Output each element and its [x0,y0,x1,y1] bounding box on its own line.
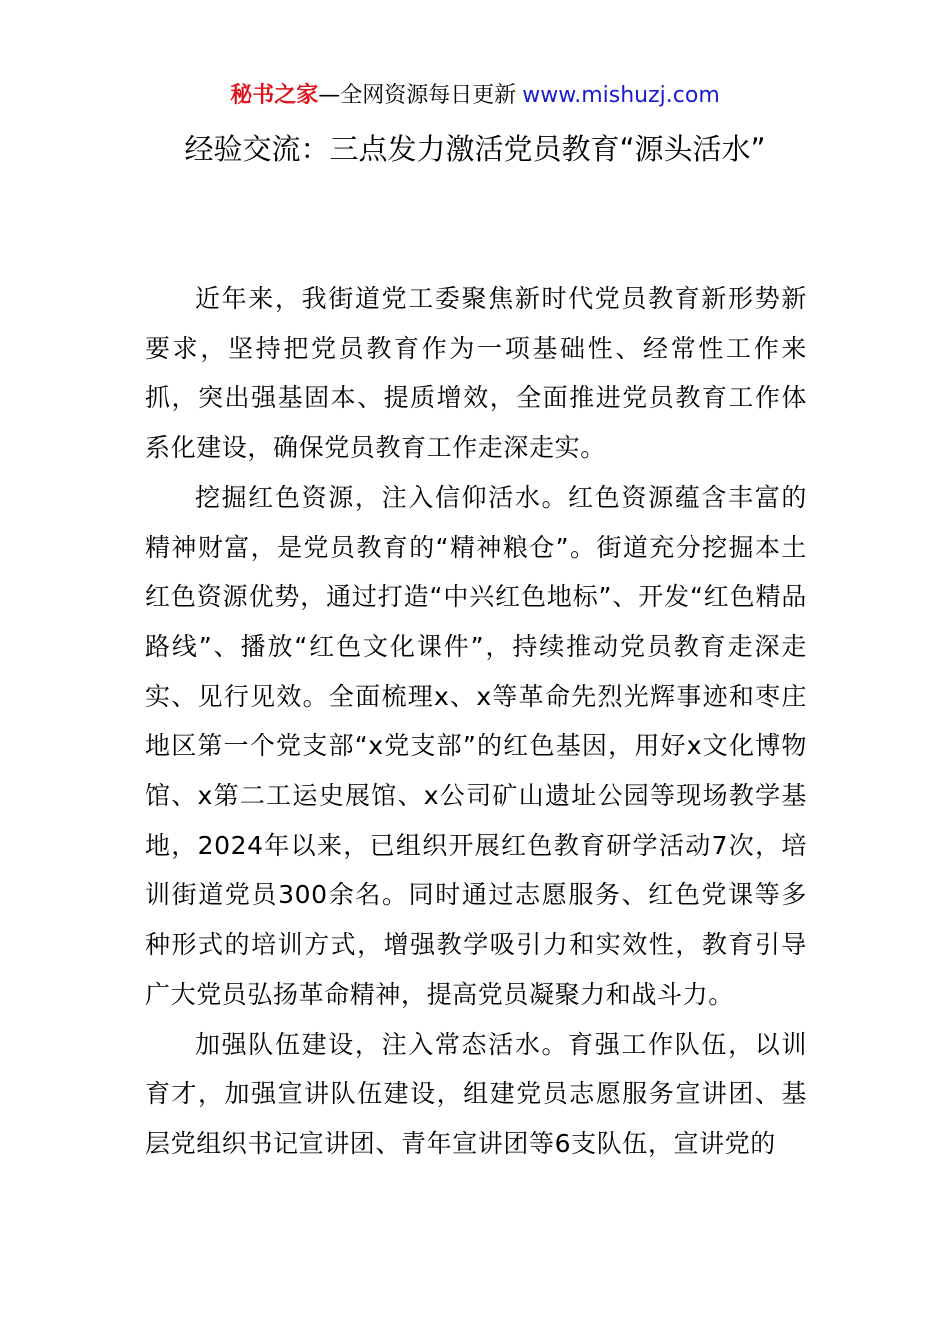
paragraph-red-resources: 挖掘红色资源，注入信仰活水。红色资源蕴含丰富的精神财富，是党员教育的“精神粮仓”。街道充分挖掘本土红色资源优势，通过打造“中兴红色地标”、开发“红色精品路线”、播放“红色文化课件”，持续推动党员教育走深走实、见行见效。全面梳理x、x等革命先烈光辉事迹和枣庄地区第一个党支部“x党支部”的红色基因，用好x文化博物馆、x第二工运史展馆、x公司矿山遗址公园等现场教学基地，2024年以来，已组织开展红色教育研学活动7次，培训街道党员300余名。同时通过志愿服务、红色党课等多种形式的培训方式，增强教学吸引力和实效性，教育引导广大党员弘扬革命精神，提高党员凝聚力和战斗力。 [145,482,807,1009]
paragraph-intro: 近年来，我街道党工委聚焦新时代党员教育新形势新要求，坚持把党员教育作为一项基础性、经常性工作来抓，突出强基固本、提质增效，全面推进党员教育工作体系化建设，确保党员教育工作走深走实。 [145,284,807,463]
document-title: 经验交流：三点发力激活党员教育“源头活水” [184,132,766,166]
site-header [0,80,950,112]
site-brand: 秘书之家 [230,83,319,108]
site-url-link[interactable]: www.mishuzj.com [522,83,720,108]
paragraph-team-building: 加强队伍建设，注入常态活水。育强工作队伍，以训育才，加强宣讲队伍建设，组建党员志愿服务宣讲团、基层党组织书记宣讲团、青年宣讲团等6支队伍，宣讲党的 [145,1029,807,1158]
document-body [145,274,807,1169]
site-tagline: —全网资源每日更新 [318,83,517,108]
